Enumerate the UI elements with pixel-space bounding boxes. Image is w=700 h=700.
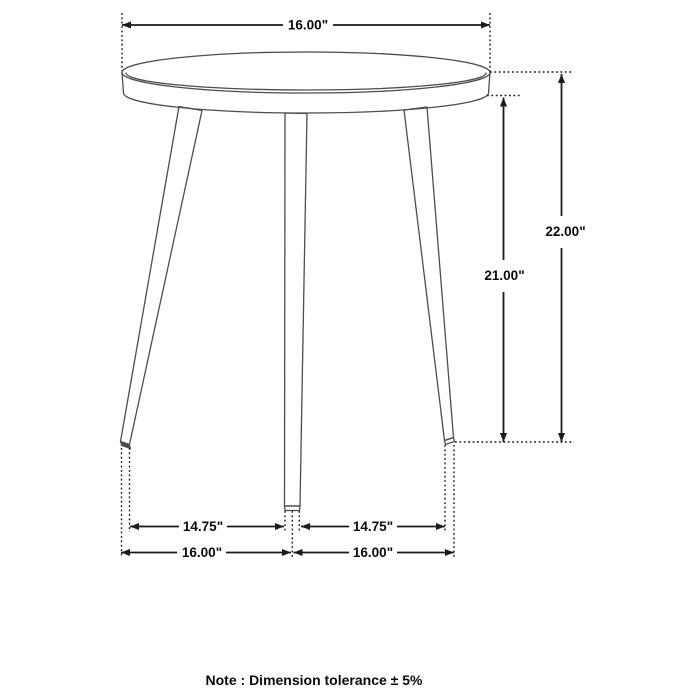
- table-leg-left: [121, 107, 203, 445]
- table-leg-right: [404, 107, 454, 441]
- dimension-top-width: [122, 18, 490, 33]
- top-width-label: 16.00": [287, 17, 329, 33]
- table-top-ellipse: [122, 52, 490, 93]
- dimension-outer-span-right: [294, 545, 455, 560]
- dimension-outer-span-left: [121, 545, 291, 560]
- extension-lines: [122, 13, 575, 558]
- dimension-inner-span-right: [301, 519, 445, 534]
- table-leg-center-foot: [285, 506, 301, 511]
- dimension-leg-height: [484, 98, 524, 443]
- inner-span-right-label: 14.75": [352, 519, 394, 534]
- dimension-total-height: [545, 74, 585, 442]
- tolerance-note: Note : Dimension tolerance ± 5%: [205, 672, 423, 688]
- table-leg-right-foot: [445, 438, 455, 445]
- leg-height-label: 21.00": [484, 268, 525, 283]
- outer-span-right-label: 16.00": [352, 545, 394, 560]
- table-drawing: [121, 52, 491, 511]
- table-leg-center: [285, 113, 308, 506]
- total-height-label: 22.00": [545, 224, 586, 239]
- inner-span-left-label: 14.75": [182, 519, 224, 534]
- outer-span-left-label: 16.00": [181, 545, 223, 560]
- dimension-inner-span-left: [130, 519, 284, 534]
